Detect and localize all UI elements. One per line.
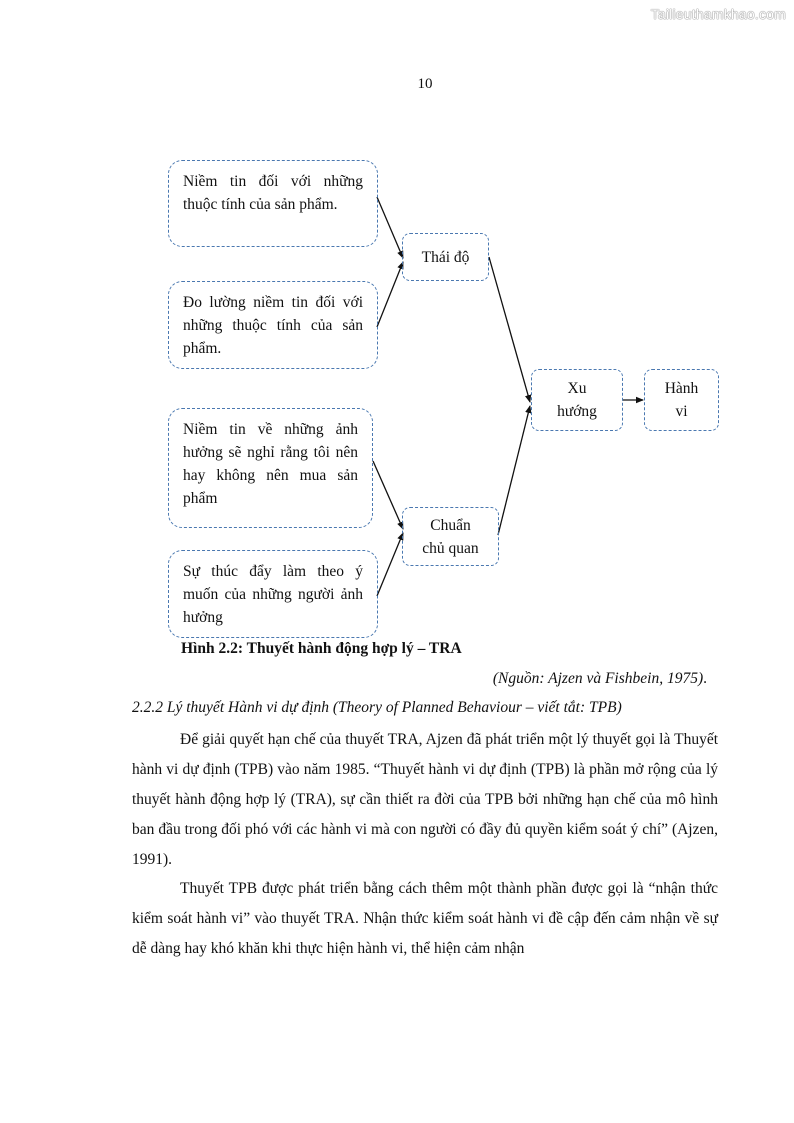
arrow-norm-to-intention (498, 406, 530, 535)
box-behavior-line2: vi (675, 403, 688, 420)
box-belief-evaluation-text: Đo lường niềm tin đối với những thuộc tính của sản phẩm. (183, 294, 363, 357)
figure-caption: Hình 2.2: Thuyết hành động hợp lý – TRA (181, 640, 462, 657)
figure-source-period: . (703, 670, 707, 687)
paragraph-1: Để giải quyết hạn chế của thuyết TRA, Ajzen đã phát triển một lý thuyết gọi là Thuyết hành vi dự định (TPB) vào năm 1985. “Thuyết hành vi dự định (TPB) là phần mở rộng của lý thuyết hành động hợp lý (TRA), sự cần thiết ra đời của TPB bởi những hạn chế của mô hình ban đầu trong đối phó với các hành vi mà con người có đầy đủ quyền kiểm soát ý chí” (Ajzen, 1991). (132, 731, 718, 868)
box-belief-attributes-text: Niềm tin đối với những thuộc tính của sản phẩm. (183, 173, 363, 213)
watermark: Tailieuthamkhao.com (650, 6, 786, 22)
box-motivation-to-comply-text: Sự thúc đẩy làm theo ý muốn của những người ảnh hưởng (183, 563, 363, 626)
box-behavior (644, 369, 719, 431)
arrow-attitude-to-intention (489, 257, 530, 402)
arrow-evaluation-to-attitude (377, 262, 403, 327)
box-intention (531, 369, 623, 431)
section-heading: 2.2.2 Lý thuyết Hành vi dự định (Theory of Planned Behaviour – viết tắt: TPB) (132, 699, 622, 716)
box-motivation-to-comply (168, 550, 378, 638)
box-normative-beliefs-text: Niềm tin về những ảnh hưởng sẽ nghỉ rằng tôi nên hay không nên mua sản phẩm (183, 421, 358, 507)
box-intention-line2: hướng (557, 403, 597, 420)
box-belief-evaluation (168, 281, 378, 369)
arrow-motivation-to-norm (377, 533, 403, 596)
paragraph-2: Thuyết TPB được phát triển bằng cách thêm một thành phần được gọi là “nhận thức kiểm soát hành vi” vào thuyết TRA. Nhận thức kiểm soát hành vi đề cập đến cảm nhận về sự dễ dàng hay khó khăn khi thực hiện hành vi, thể hiện cảm nhận (132, 880, 718, 957)
box-subjective-norm-line2: chủ quan (422, 539, 479, 557)
box-behavior-line1: Hành (664, 380, 699, 397)
figure-source-text: (Nguồn: Ajzen và Fishbein, 1975) (492, 670, 704, 687)
box-subjective-norm (402, 507, 499, 566)
box-subjective-norm-line1: Chuẩn (430, 516, 471, 534)
box-attitude (402, 233, 489, 281)
arrow-attributes-to-attitude (377, 197, 403, 258)
page-number: 10 (417, 76, 433, 92)
box-intention-line1: Xu (567, 380, 587, 397)
box-attitude-text: Thái độ (421, 248, 470, 266)
box-normative-beliefs (168, 408, 373, 528)
box-belief-attributes (168, 160, 378, 247)
arrow-normative-to-norm (373, 461, 403, 529)
figure-source (493, 670, 707, 688)
